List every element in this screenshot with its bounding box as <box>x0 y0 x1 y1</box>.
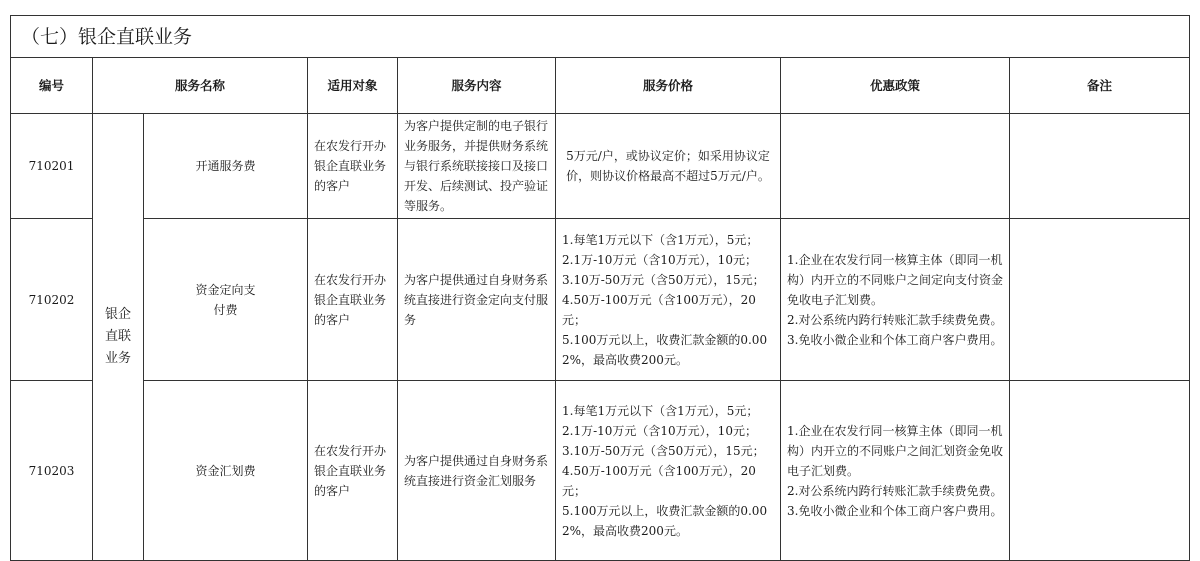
service-price: 5万元/户，或协议定价；如采用协议定价，则协议价格最高不超过5万元/户。 <box>556 114 781 219</box>
service-content: 为客户提供通过自身财务系统直接进行资金定向支付服务 <box>398 219 556 381</box>
service-code: 710203 <box>11 381 93 561</box>
service-target: 在农发行开办银企直联业务的客户 <box>308 114 398 219</box>
service-group <box>93 114 144 561</box>
service-code: 710201 <box>11 114 93 219</box>
service-price: 1.每笔1万元以下（含1万元），5元； 2.1万-10万元（含10万元），10元； 3.10万-50万元（含50万元），15元； 4.50万-100万元（含100万元），20元； 5.100万元以上，收费汇款金额的0.002%，最高收费200元。 <box>556 219 781 381</box>
header-price: 服务价格 <box>556 58 781 114</box>
service-name-label: 开通服务费 <box>195 159 256 173</box>
header-code: 编号 <box>11 58 93 114</box>
service-policy: 1.企业在农发行同一核算主体（即同一机构）内开立的不同账户之间定向支付资金免收电子汇划费。 2.对公系统内跨行转账汇款手续费免费。 3.免收小微企业和个体工商户客户费用。 <box>781 219 1010 381</box>
table-row <box>11 381 1190 561</box>
service-content: 为客户提供通过自身财务系统直接进行资金汇划服务 <box>398 381 556 561</box>
header-content: 服务内容 <box>398 58 556 114</box>
service-price: 1.每笔1万元以下（含1万元），5元； 2.1万-10万元（含10万元），10元； 3.10万-50万元（含50万元），15元； 4.50万-100万元（含100万元），20元； 5.100万元以上，收费汇款金额的0.002%，最高收费200元。 <box>556 381 781 561</box>
table-row <box>11 114 1190 219</box>
service-content: 为客户提供定制的电子银行业务服务，并提供财务系统与银行系统联接接口及接口开发、后续测试、投产验证等服务。 <box>398 114 556 219</box>
header-target: 适用对象 <box>308 58 398 114</box>
header-row <box>11 58 1190 114</box>
header-service-name: 服务名称 <box>93 58 308 114</box>
service-name <box>144 219 308 381</box>
service-name <box>144 114 308 219</box>
service-remark <box>1010 114 1190 219</box>
service-group-label: 银企直联业务 <box>104 307 131 366</box>
service-policy: 1.企业在农发行同一核算主体（即同一机构）内开立的不同账户之间汇划资金免收电子汇划费。 2.对公系统内跨行转账汇款手续费免费。 3.免收小微企业和个体工商户客户费用。 <box>781 381 1010 561</box>
service-policy <box>781 114 1010 219</box>
header-policy: 优惠政策 <box>781 58 1010 114</box>
service-remark <box>1010 219 1190 381</box>
service-target: 在农发行开办银企直联业务的客户 <box>308 381 398 561</box>
table-row <box>11 219 1190 381</box>
service-name-label: 资金汇划费 <box>195 463 256 478</box>
service-name <box>144 381 308 561</box>
header-remark: 备注 <box>1010 58 1190 114</box>
service-remark <box>1010 381 1190 561</box>
service-target: 在农发行开办银企直联业务的客户 <box>308 219 398 381</box>
fee-table <box>10 15 1190 561</box>
table-title: （七）银企直联业务 <box>11 16 1190 58</box>
service-code: 710202 <box>11 219 93 381</box>
service-name-label: 资金定向支付费 <box>195 282 256 317</box>
